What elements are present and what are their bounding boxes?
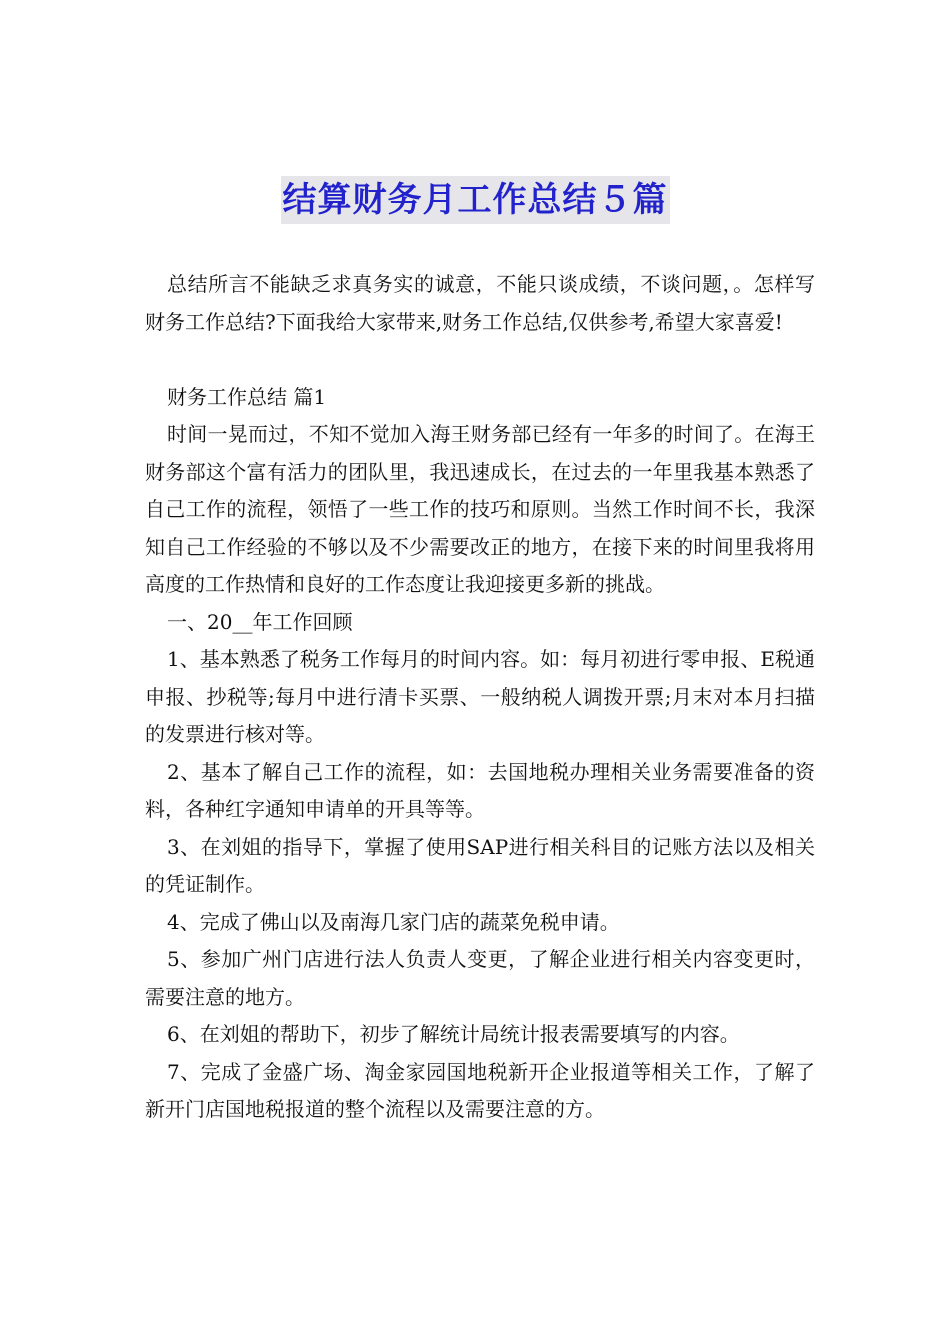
list-item: 5、参加广州门店进行法人负责人变更，了解企业进行相关内容变更时，需要注意的地方。 xyxy=(145,947,815,1009)
list-item: 6、在刘姐的帮助下，初步了解统计局统计报表需要填写的内容。 xyxy=(167,1022,740,1046)
review-heading: 一、20__年工作回顾 xyxy=(167,609,353,634)
list-item: 7、完成了金盛广场、淘金家园国地税新开企业报道等相关工作，了解了新开门店国地税报道的整个流程以及需要注意的方。 xyxy=(145,1059,815,1121)
intro-paragraph: 总结所言不能缺乏求真务实的诚意，不能只谈成绩，不谈问题，。怎样写财务工作总结?下面我给大家带来,财务工作总结,仅供参考,希望大家喜爱! xyxy=(145,272,815,334)
list-item: 1、基本熟悉了税务工作每月的时间内容。如：每月初进行零申报、E税通申报、抄税等;每月中进行清卡买票、一般纳税人调拨开票;月末对本月扫描的发票进行核对等。 xyxy=(145,647,815,746)
title-container xyxy=(0,176,950,224)
list-item: 2、基本了解自己工作的流程，如：去国地税办理相关业务需要准备的资料，各种红字通知申请单的开具等等。 xyxy=(145,759,815,821)
list-item: 4、完成了佛山以及南海几家门店的蔬菜免税申请。 xyxy=(167,909,620,934)
list-item: 3、在刘姐的指导下，掌握了使用SAP进行相关科目的记账方法以及相关的凭证制作。 xyxy=(145,834,815,896)
document-body xyxy=(145,266,815,1129)
section-heading: 财务工作总结 篇1 xyxy=(167,384,327,409)
body-paragraph: 时间一晃而过，不知不觉加入海王财务部已经有一年多的时间了。在海王财务部这个富有活力的团队里，我迅速成长，在过去的一年里我基本熟悉了自己工作的流程，领悟了一些工作的技巧和原则。当然工作时间不长，我深知自己工作经验的不够以及不少需要改正的地方，在接下来的时间里我将用高度的工作热情和良好的工作态度让我迎接更多新的挑战。 xyxy=(145,422,815,596)
document-title: 结算财务月工作总结５篇 xyxy=(281,176,670,224)
